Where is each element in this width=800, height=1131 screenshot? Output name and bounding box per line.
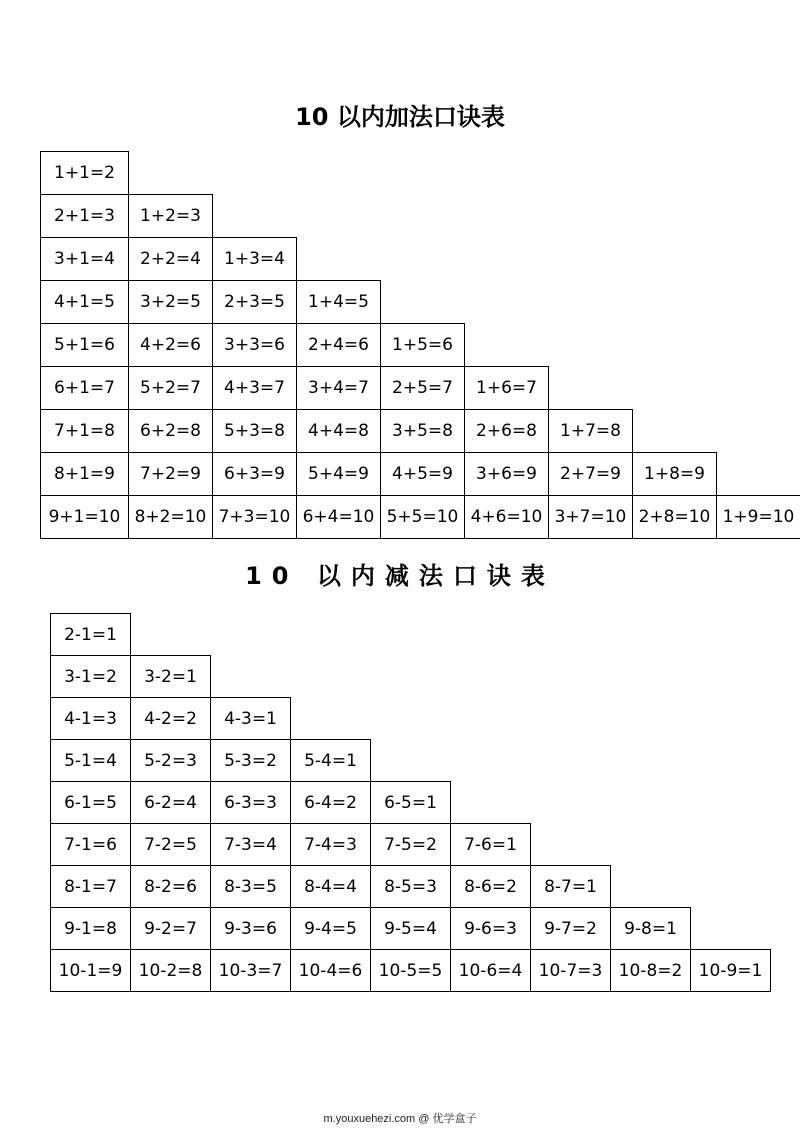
addition-table [40, 151, 800, 539]
subtraction-cell: 4-1=3 [50, 697, 131, 740]
subtraction-cell: 6-5=1 [370, 781, 451, 824]
subtraction-row [50, 823, 771, 866]
subtraction-cell: 8-5=3 [370, 865, 451, 908]
subtraction-cell: 10-6=4 [450, 949, 531, 992]
addition-cell: 4+3=7 [212, 366, 297, 410]
subtraction-row [50, 949, 771, 992]
addition-cell: 5+5=10 [380, 495, 465, 539]
subtraction-cell: 6-4=2 [290, 781, 371, 824]
addition-cell: 3+6=9 [464, 452, 549, 496]
addition-table-title: 10 以内加法口诀表 [295, 103, 505, 131]
addition-row [40, 495, 800, 539]
addition-cell: 6+3=9 [212, 452, 297, 496]
addition-cell: 8+1=9 [40, 452, 129, 496]
addition-cell: 6+1=7 [40, 366, 129, 410]
subtraction-cell: 8-4=4 [290, 865, 371, 908]
addition-cell: 1+5=6 [380, 323, 465, 367]
subtraction-cell: 6-3=3 [210, 781, 291, 824]
subtraction-cell: 9-1=8 [50, 907, 131, 950]
addition-cell: 4+6=10 [464, 495, 549, 539]
subtraction-cell: 8-1=7 [50, 865, 131, 908]
subtraction-row [50, 655, 771, 698]
subtraction-cell: 9-7=2 [530, 907, 611, 950]
subtraction-cell: 9-5=4 [370, 907, 451, 950]
addition-cell: 3+1=4 [40, 237, 129, 281]
addition-cell: 2+6=8 [464, 409, 549, 453]
subtraction-cell: 4-2=2 [130, 697, 211, 740]
addition-cell: 3+4=7 [296, 366, 381, 410]
subtraction-row [50, 697, 771, 740]
subtraction-cell: 2-1=1 [50, 613, 131, 656]
addition-cell: 5+1=6 [40, 323, 129, 367]
subtraction-cell: 10-4=6 [290, 949, 371, 992]
subtraction-cell: 4-3=1 [210, 697, 291, 740]
subtraction-cell: 3-1=2 [50, 655, 131, 698]
addition-cell: 2+1=3 [40, 194, 129, 238]
addition-cell: 1+8=9 [632, 452, 717, 496]
subtraction-cell: 6-1=5 [50, 781, 131, 824]
subtraction-cell: 8-6=2 [450, 865, 531, 908]
addition-row [40, 366, 800, 410]
addition-cell: 3+5=8 [380, 409, 465, 453]
addition-cell: 3+7=10 [548, 495, 633, 539]
addition-cell: 4+2=6 [128, 323, 213, 367]
addition-row [40, 323, 800, 367]
subtraction-cell: 9-8=1 [610, 907, 691, 950]
subtraction-cell: 10-3=7 [210, 949, 291, 992]
subtraction-cell: 7-6=1 [450, 823, 531, 866]
addition-cell: 4+1=5 [40, 280, 129, 324]
subtraction-table [50, 613, 771, 992]
subtraction-row [50, 907, 771, 950]
subtraction-cell: 10-9=1 [690, 949, 771, 992]
addition-cell: 3+3=6 [212, 323, 297, 367]
subtraction-cell: 10-8=2 [610, 949, 691, 992]
addition-cell: 9+1=10 [40, 495, 129, 539]
addition-cell: 7+1=8 [40, 409, 129, 453]
subtraction-cell: 3-2=1 [130, 655, 211, 698]
subtraction-cell: 8-2=6 [130, 865, 211, 908]
subtraction-cell: 7-1=6 [50, 823, 131, 866]
addition-row [40, 280, 800, 324]
addition-cell: 1+6=7 [464, 366, 549, 410]
addition-cell: 7+2=9 [128, 452, 213, 496]
addition-cell: 5+3=8 [212, 409, 297, 453]
subtraction-cell: 9-3=6 [210, 907, 291, 950]
subtraction-cell: 7-2=5 [130, 823, 211, 866]
subtraction-cell: 9-4=5 [290, 907, 371, 950]
subtraction-cell: 8-7=1 [530, 865, 611, 908]
subtraction-row [50, 739, 771, 782]
addition-cell: 1+4=5 [296, 280, 381, 324]
addition-cell: 7+3=10 [212, 495, 297, 539]
subtraction-cell: 6-2=4 [130, 781, 211, 824]
addition-cell: 5+4=9 [296, 452, 381, 496]
addition-cell: 1+1=2 [40, 151, 129, 195]
addition-cell: 2+4=6 [296, 323, 381, 367]
subtraction-cell: 7-5=2 [370, 823, 451, 866]
subtraction-cell: 10-7=3 [530, 949, 611, 992]
subtraction-cell: 10-1=9 [50, 949, 131, 992]
subtraction-cell: 9-6=3 [450, 907, 531, 950]
addition-row [40, 151, 800, 195]
addition-cell: 1+2=3 [128, 194, 213, 238]
addition-row [40, 409, 800, 453]
subtraction-cell: 7-4=3 [290, 823, 371, 866]
addition-cell: 3+2=5 [128, 280, 213, 324]
addition-cell: 2+8=10 [632, 495, 717, 539]
addition-cell: 4+5=9 [380, 452, 465, 496]
subtraction-cell: 5-2=3 [130, 739, 211, 782]
subtraction-table-title: 10 以内减法口诀表 [245, 562, 555, 590]
subtraction-cell: 10-2=8 [130, 949, 211, 992]
addition-cell: 8+2=10 [128, 495, 213, 539]
addition-row [40, 194, 800, 238]
subtraction-row [50, 781, 771, 824]
addition-cell: 1+7=8 [548, 409, 633, 453]
subtraction-cell: 8-3=5 [210, 865, 291, 908]
addition-cell: 1+9=10 [716, 495, 800, 539]
addition-cell: 6+4=10 [296, 495, 381, 539]
addition-cell: 6+2=8 [128, 409, 213, 453]
addition-cell: 4+4=8 [296, 409, 381, 453]
subtraction-cell: 10-5=5 [370, 949, 451, 992]
addition-cell: 2+7=9 [548, 452, 633, 496]
subtraction-row [50, 865, 771, 908]
addition-cell: 5+2=7 [128, 366, 213, 410]
subtraction-cell: 5-3=2 [210, 739, 291, 782]
addition-row [40, 237, 800, 281]
addition-cell: 1+3=4 [212, 237, 297, 281]
subtraction-cell: 5-1=4 [50, 739, 131, 782]
subtraction-cell: 7-3=4 [210, 823, 291, 866]
addition-cell: 2+3=5 [212, 280, 297, 324]
addition-cell: 2+2=4 [128, 237, 213, 281]
footer-credit: m.youxuehezi.com @ 优学盒子 [323, 1113, 477, 1125]
addition-row [40, 452, 800, 496]
addition-cell: 2+5=7 [380, 366, 465, 410]
subtraction-cell: 9-2=7 [130, 907, 211, 950]
subtraction-row [50, 613, 771, 656]
subtraction-cell: 5-4=1 [290, 739, 371, 782]
